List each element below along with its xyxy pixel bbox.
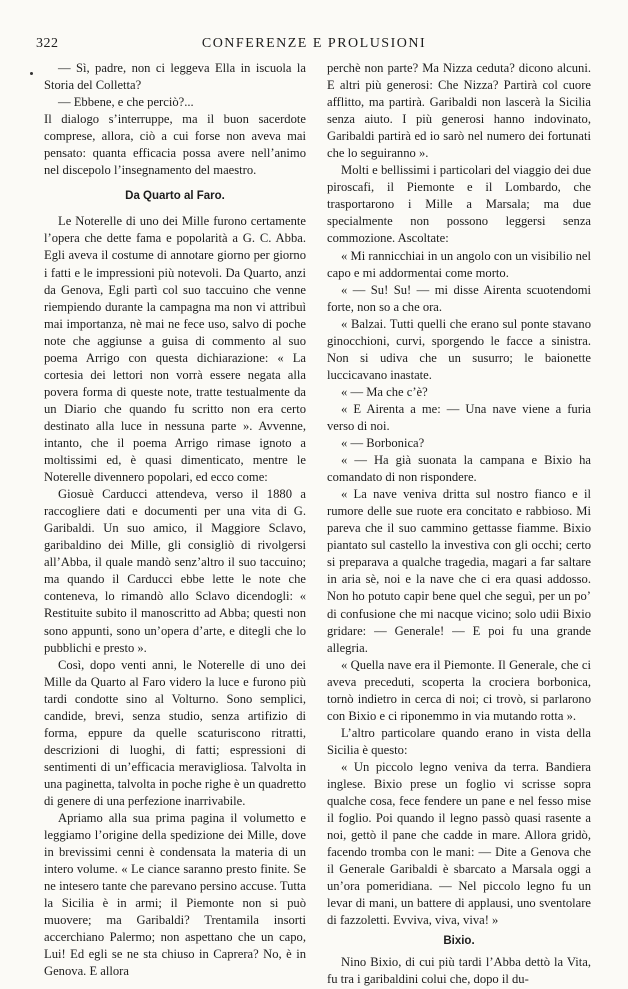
section-heading: Da Quarto al Faro. [125, 190, 225, 203]
paragraph: Così, dopo venti anni, le Noterelle di uno dei Mille da Quarto al Faro videro la luce e furono più tardi condotte sino al Volturno. Sono semplici, candide, brevi, senza studio, senza artifizio di forma, eppure da quelle scaturiscono ritratti, descrizioni di luoghi, di fatti; espressioni di sentimenti di un’efficacia meravigliosa. Talvolta in una paginetta, talvolta in poche righe è un quadretto di genere di una perfezione inarrivabile. [44, 657, 306, 808]
paragraph: « E Airenta a me: — Una nave viene a furia verso di noi. [327, 401, 591, 433]
paragraph: « — Ma che c’è? [341, 384, 428, 399]
paragraph: « Un piccolo legno veniva da terra. Bandiera inglese. Bixio prese un foglio vi scrisse sopra qualche cosa, fece fendere un pane e nel fesso mise il foglio. Poi quando il legno passò quasi rasente a noi, gettò il pane che cadde in mare. Allora gridò, facendo tromba con le mani: — Dite a Genova che il Generale Garibaldi è sbarcato a Marsala oggi a un’ora pomeridiana. — Nel piccolo legno fu un levar di mani, un battere di applausi, uno sventolare di fazzoletti. Evviva, viva, viva! » [327, 759, 591, 928]
paragraph: Nino Bixio, di cui più tardi l’Abba dettò la Vita, fu tra i garibaldini colui che, dopo il du- [327, 955, 591, 987]
paragraph: — Sì, padre, non ci leggeva Ella in iscuola la Storia del Colletta? [44, 61, 306, 93]
paragraph: Le Noterelle di uno dei Mille furono certamente l’opera che dette fama e popolarità a G. C. Abba. Egli aveva il costume di annotare giorno per giorno i fatti e le impressioni più notevoli. Da Quarto, anzi da Genova, Egli partì col suo taccuino che venne riempiendo durante la campagna ma non vi attribuì mai importanza, nè mai ne fece uso, salvo di poche note che aggiunse a guisa di commento al suo poema Arrigo con questa dichiarazione: « La cortesia dei lettori non vorrà essere negata alla povera forma di queste note, tratte testualmente da un Diario che quando fu scritto non era certo destinato alla luce in nessuna parte ». Avvenne, intanto, che il poema Arrigo rimase ignoto a moltissimi ed, è quasi dimenticato, mentre le Noterelle divennero popolari, ed ecco come: [44, 214, 306, 485]
page-number: 322 [36, 36, 59, 51]
running-head: CONFERENZE E PROLUSIONI [201, 36, 427, 51]
paragraph: « Mi rannicchiai in un angolo con un visibilio nel capo e mi addormentai come morto. [327, 248, 591, 280]
paragraph: Giosuè Carducci attendeva, verso il 1880 a raccogliere dati e documenti per una vita di G. Garibaldi. Un suo amico, il Maggiore Sclavo, garibaldino dei Mille, gli consigliò di rivolgersi all’Abba, il quale mandò senz’altro il suo taccuino; ma quando il Carducci ebbe lette le note che conteneva, lo rimandò allo Sclavo dicendogli: « Restituite subito il manoscritto ad Abba; questi non sono appunti, sono un’opera d’arte, e ditegli che lo pubblichi e presto ». [44, 487, 306, 655]
paragraph: L’altro particolare quando erano in vista della Sicilia è questo: [327, 725, 591, 757]
paragraph: Apriamo alla sua prima pagina il volumetto e leggiamo l’origine della spedizione dei Mille, dove in brevissimi cenni è condensata la materia di un intero volume. « Le ciance saranno presto finite. Se ne intesero tante che parevano persino accuse. Tutta la Sicilia è in armi; il Piemonte non si può muovere; ma Garibaldi? Trentamila insorti accerchiano Palermo; non aspettano che un capo, Lui! Ed egli se ne sta chiuso in Caprera? No, è in Genova. E allora [44, 811, 306, 979]
paragraph: « — Borbonica? [341, 436, 425, 451]
margin-mark [30, 72, 33, 75]
left-column [44, 60, 306, 980]
paragraph: perchè non parte? Ma Nizza ceduta? dicono alcuni. E altri più generosi: Che Nizza? Partirà col cuore afflitto, ma partirà. Garibaldi non lascerà la Sicilia senza aiuto. I più generosi hanno indovinato, Garibaldi partirà ed io sarò nel numero dei fortunati che lo seguiranno ». [327, 61, 591, 161]
paragraph: « — Ha già suonata la campana e Bixio ha comandato di non rispondere. [327, 453, 591, 485]
paragraph: Molti e bellissimi i particolari del viaggio dei due piroscafi, il Piemonte e il Lombardo, che trasportarono i Mille a Marsala; ma due specialmente non possono leggersi senza commozione. Ascoltate: [327, 163, 591, 246]
paragraph: — Ebbene, e che perciò?... [58, 95, 194, 110]
paragraph: « Quella nave era il Piemonte. Il Generale, che ci aveva preceduti, scoperta la crociera borbonica, tornò indietro in cerca di noi; ci trovò, si parlarono con Bixio e ci riponemmo in via mutando rotta ». [327, 657, 591, 723]
paragraph: « Balzai. Tutti quelli che erano sul ponte stavano ginocchioni, curvi, sporgendo le facce a sinistra. Non si udiva che un susurro; le baionette luccicavano inastate. [327, 316, 591, 382]
section-heading: Bixio. [443, 935, 475, 948]
paragraph: Il dialogo s’interruppe, ma il buon sacerdote comprese, allora, ciò a cui forse non aveva mai pensato: quanta efficacia possa avere nell’animo nel discepolo l’insegnamento del maestro. [44, 112, 306, 178]
paragraph: « — Su! Su! — mi disse Airenta scuotendomi forte, non so a che ora. [327, 282, 591, 314]
paragraph: « La nave veniva dritta sul nostro fianco e il rumore delle sue ruote era concitato e rabbioso. Mi pareva che il suo cammino gettasse fiamme. Bixio piantato sul castello la investiva con gli occhi; certo si preparava a qualche tragedia, magari a far saltare in aria sè, noi e la nave che ci era quasi addosso. Non ho potuto capir bene quel che seguì, per un po’ di confusione che mi nacque vicino; solo udii Bixio gridare: — Generale! — E poi fu una grande allegria. [327, 487, 591, 655]
right-column [327, 60, 591, 989]
